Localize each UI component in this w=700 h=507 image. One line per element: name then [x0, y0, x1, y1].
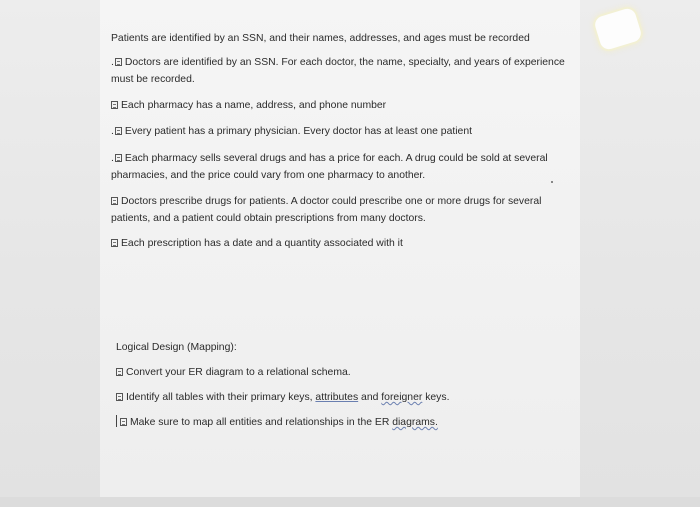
- paragraph-text: Each prescription has a date and a quantity associated with it: [121, 238, 403, 249]
- page-bottom-edge: [0, 497, 700, 507]
- item-text: Convert your ER diagram to a relational schema.: [126, 367, 351, 378]
- paragraph-text: Doctors prescribe drugs for patients. A doctor could prescribe one or more drugs for several patients, and a patient could obtain prescriptions from many doctors.: [111, 196, 542, 224]
- heading-text: Logical Design (Mapping):: [116, 342, 237, 353]
- paragraph-text: Patients are identified by an SSN, and their names, addresses, and ages must be recorded: [111, 33, 530, 44]
- missing-glyph-box-icon: [111, 239, 118, 247]
- paragraph-pharmacy: [111, 97, 566, 114]
- paragraph-prescription-date: [111, 235, 566, 252]
- spellcheck-word-foreigner: foreigner: [381, 392, 423, 403]
- logical-design-item-identify: [116, 389, 571, 406]
- white-rounded-logo-icon: [593, 7, 643, 52]
- item-text-start: Identify all tables with their primary keys,: [126, 392, 316, 403]
- paragraph-patients: [111, 30, 566, 47]
- logical-design-item-convert: [116, 364, 571, 381]
- paragraph-prefix: .: [111, 57, 114, 68]
- missing-glyph-box-icon: [115, 58, 122, 66]
- missing-glyph-box-icon: [115, 154, 122, 162]
- paragraph-text: Each pharmacy has a name, address, and phone number: [121, 100, 387, 111]
- paragraph-text: Every patient has a primary physician. Every doctor has at least one patient: [124, 126, 473, 137]
- paragraph-doctors: [111, 54, 566, 88]
- item-text-end: keys.: [422, 392, 450, 403]
- paragraph-text: Doctors are identified by an SSN. For each doctor, the name, specialty, and years of experience must be recorded.: [111, 57, 565, 85]
- paragraph-prefix: .: [111, 153, 114, 164]
- paragraph-primary-physician: [111, 123, 566, 140]
- missing-glyph-box-icon: [120, 418, 127, 426]
- missing-glyph-box-icon: [115, 127, 122, 135]
- text-cursor: [116, 415, 117, 427]
- paragraph-prescribe: [111, 193, 566, 227]
- spellcheck-word-diagrams: diagrams.: [392, 417, 438, 428]
- item-text-middle: and: [358, 392, 382, 403]
- item-text-start: Make sure to map all entities and relationships in the ER: [130, 417, 393, 428]
- underlined-word-attributes: attributes: [315, 392, 359, 403]
- logical-design-heading: [116, 339, 571, 356]
- stray-dot: [551, 181, 553, 183]
- missing-glyph-box-icon: [111, 101, 118, 109]
- paragraph-text: Each pharmacy sells several drugs and has a price for each. A drug could be sold at several pharmacies, and the price could vary from one pharmacy to another.: [111, 153, 548, 181]
- missing-glyph-box-icon: [116, 368, 123, 376]
- missing-glyph-box-icon: [116, 393, 123, 401]
- paragraph-prefix: .: [111, 126, 114, 137]
- paragraph-drugs-price: [111, 150, 566, 184]
- logical-design-item-map: [116, 414, 571, 431]
- missing-glyph-box-icon: [111, 197, 118, 205]
